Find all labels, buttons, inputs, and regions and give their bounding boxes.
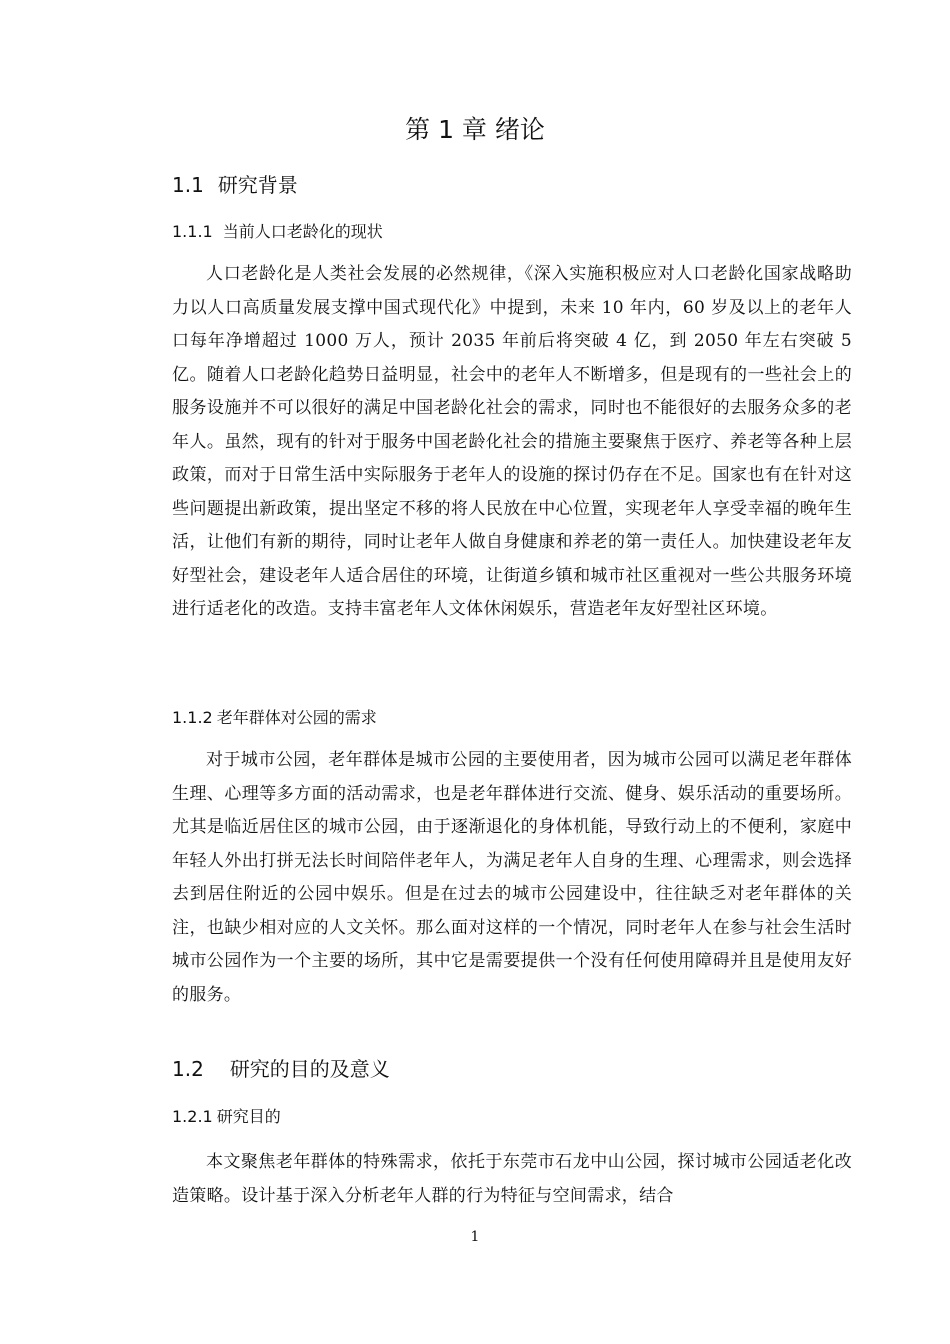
section-number: 1.1.2 <box>172 708 213 727</box>
section-number: 1.2.1 <box>172 1107 213 1126</box>
section-number: 1.1.1 <box>172 222 213 241</box>
section-title: 当前人口老龄化的现状 <box>222 222 383 241</box>
section-heading-1-1 <box>172 170 298 200</box>
section-heading-1-1-2 <box>172 705 377 731</box>
section-heading-1-1-1 <box>172 219 383 245</box>
paragraph-elderly-park-needs: 对于城市公园，老年群体是城市公园的主要使用者，因为城市公园可以满足老年群体生理、心理等多方面的活动需求，也是老年群体进行交流、健身、娱乐活动的重要场所。尤其是临近居住区的城市公园，由于逐渐退化的身体机能，导致行动上的不便利，家庭中年轻人外出打拼无法长时间陪伴老年人，为满足老年人自身的生理、心理需求，则会选择去到居住附近的公园中娱乐。但是在过去的城市公园建设中，往往缺乏对老年群体的关注，也缺少相对应的人文关怀。那么面对这样的一个情况，同时老年人在参与社会生活时城市公园作为一个主要的场所，其中它是需要提供一个没有任何使用障碍并且是使用友好的服务。 <box>172 750 852 1005</box>
section-heading-1-2-1 <box>172 1104 281 1130</box>
chapter-title: 第 1 章 绪论 <box>405 115 545 144</box>
section-title: 研究背景 <box>217 173 298 197</box>
section-heading-1-2 <box>172 1054 390 1084</box>
paragraph-population-aging: 人口老龄化是人类社会发展的必然规律，《深入实施积极应对人口老龄化国家战略助力以人口高质量发展支撑中国式现代化》中提到，未来 10 年内，60 岁及以上的老年人口每年净增超过 1000 万人，预计 2035 年前后将突破 4 亿，到 2050 年左右突破 5 亿。随着人口老龄化趋势日益明显，社会中的老年人不断增多，但是现有的一些社会上的服务设施并不可以很好的满足中国老龄化社会的需求，同时也不能很好的去服务众多的老年人。虽然，现有的针对于服务中国老龄化社会的措施主要聚焦于医疗、养老等各种上层政策，而对于日常生活中实际服务于老年人的设施的探讨仍存在不足。国家也有在针对这些问题提出新政策，提出坚定不移的将人民放在中心位置，实现老年人享受幸福的晚年生活，让他们有新的期待，同时让老年人做自身健康和养老的第一责任人。加快建设老年友好型社会，建设老年人适合居住的环境，让街道乡镇和城市社区重视对一些公共服务环境进行适老化的改造。支持丰富老年人文体休闲娱乐，营造老年友好型社区环境。 <box>172 264 852 619</box>
paragraph-research-purpose: 本文聚焦老年群体的特殊需求，依托于东莞市石龙中山公园，探讨城市公园适老化改造策略。设计基于深入分析老年人群的行为特征与空间需求，结合 <box>172 1152 852 1206</box>
page-number: 1 <box>470 1229 480 1245</box>
section-title: 老年群体对公园的需求 <box>216 708 377 727</box>
section-number: 1.2 <box>172 1057 204 1081</box>
section-title: 研究的目的及意义 <box>229 1057 390 1081</box>
section-number: 1.1 <box>172 173 204 197</box>
section-title: 研究目的 <box>216 1107 281 1126</box>
